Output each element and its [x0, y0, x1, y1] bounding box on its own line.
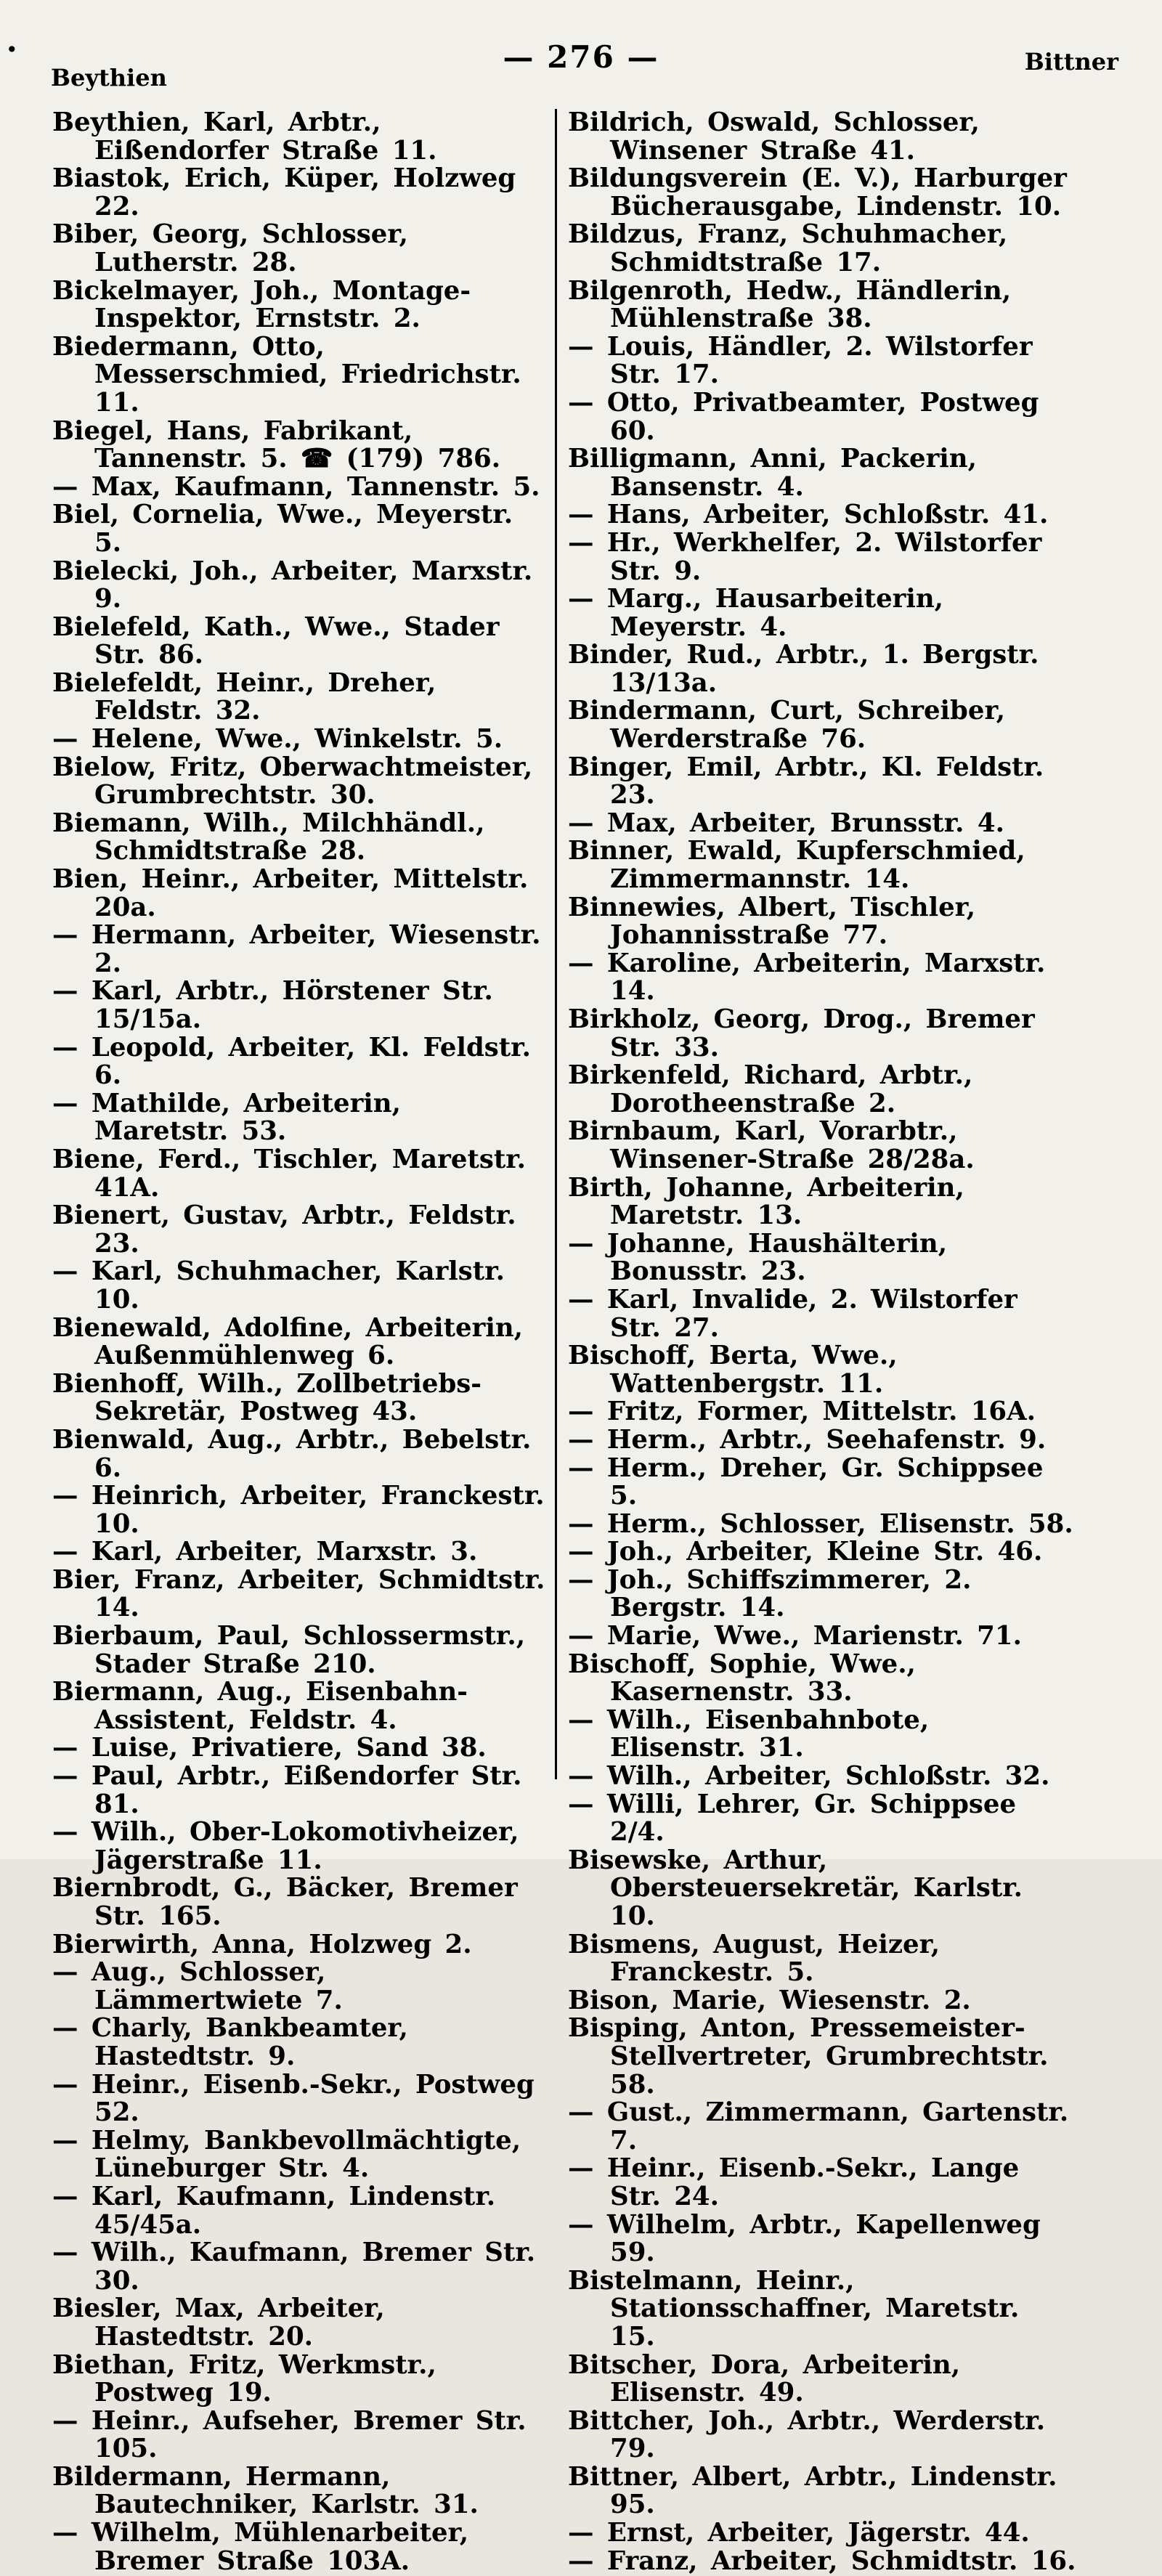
- directory-entry: Biastok, Erich, Küper, Holzweg 22.: [52, 163, 516, 222]
- directory-entry: — Otto, Privatbeamter, Postweg 60.: [568, 387, 1039, 446]
- directory-entry: Bienert, Gustav, Arbtr., Feldstr. 23.: [52, 1200, 516, 1259]
- directory-entry: Birkenfeld, Richard, Arbtr., Dorotheenstraße 2.: [568, 1060, 973, 1118]
- directory-entry: — Hans, Arbeiter, Schloßstr. 41.: [568, 500, 1049, 530]
- directory-entry: Billigmann, Anni, Packerin, Bansenstr. 4.: [568, 444, 977, 502]
- directory-entry: — Paul, Arbtr., Eißendorfer Str. 81.: [52, 1761, 522, 1819]
- directory-entry: Bierwirth, Anna, Holzweg 2.: [52, 1929, 472, 1959]
- directory-entry: Bielecki, Joh., Arbeiter, Marxstr. 9.: [52, 556, 533, 614]
- directory-entry: Biernbrodt, G., Bäcker, Bremer Str. 165.: [52, 1873, 518, 1931]
- directory-entry: Bistelmann, Heinr., Stationsschaffner, Maretstr. 15.: [568, 2265, 1020, 2352]
- directory-entry: — Max, Kaufmann, Tannenstr. 5.: [52, 471, 540, 502]
- directory-entry: Bitscher, Dora, Arbeiterin, Elisenstr. 49.: [568, 2349, 961, 2408]
- directory-entry: Bindermann, Curt, Schreiber, Werderstraße 76.: [568, 696, 1005, 755]
- directory-entry: — Heinr., Eisenb.-Sekr., Lange Str. 24.: [568, 2153, 1020, 2211]
- directory-entry: Bildzus, Franz, Schuhmacher, Schmidtstraße 17.: [568, 219, 1008, 277]
- directory-entry: Bienwald, Aug., Arbtr., Bebelstr. 6.: [52, 1424, 532, 1483]
- directory-entry: — Aug., Schlosser, Lämmertwiete 7.: [52, 1957, 343, 2015]
- directory-entry: — Wilhelm, Arbtr., Kapellenweg 59.: [568, 2209, 1041, 2268]
- directory-entry: — Johanne, Haushälterin, Bonusstr. 23.: [568, 1228, 948, 1287]
- directory-entry: — Karl, Invalide, 2. Wilstorfer Str. 27.: [568, 1284, 1017, 1343]
- directory-entry: — Ernst, Arbeiter, Jägerstr. 44.: [568, 2518, 1030, 2548]
- directory-entry: Bisewske, Arthur, Obersteuersekretär, Karlstr. 10.: [568, 1845, 1023, 1931]
- left-column: [52, 109, 546, 2575]
- directory-entry: — Joh., Arbeiter, Kleine Str. 46.: [568, 1537, 1043, 1567]
- directory-entry: Bildrich, Oswald, Schlosser, Winsener Straße 41.: [568, 107, 980, 166]
- directory-entry: — Karl, Schuhmacher, Karlstr. 10.: [52, 1256, 505, 1315]
- directory-entry: Biesler, Max, Arbeiter, Hastedtstr. 20.: [52, 2293, 385, 2352]
- directory-entry: — Karl, Kaufmann, Lindenstr. 45/45a.: [52, 2181, 496, 2240]
- directory-entry: — Helmy, Bankbevollmächtigte, Lüneburger Str. 4.: [52, 2125, 521, 2184]
- directory-entry: — Mathilde, Arbeiterin, Maretstr. 53.: [52, 1088, 401, 1147]
- directory-entry: — Hr., Werkhelfer, 2. Wilstorfer Str. 9.: [568, 527, 1042, 586]
- directory-entry: Bien, Heinr., Arbeiter, Mittelstr. 20a.: [52, 864, 529, 922]
- header-last-entry: Bittner: [1024, 48, 1118, 76]
- directory-entry: Bischoff, Berta, Wwe., Wattenbergstr. 11.: [568, 1341, 898, 1399]
- right-column: [568, 109, 1076, 2575]
- directory-entry: Biegel, Hans, Fabrikant, Tannenstr. 5. ☎ (179) 786.: [52, 415, 501, 474]
- directory-entry: — Wilh., Kaufmann, Bremer Str. 30.: [52, 2238, 536, 2296]
- directory-entry: Bienewald, Adolfine, Arbeiterin, Außenmühlenweg 6.: [52, 1312, 524, 1371]
- directory-entry: Biemann, Wilh., Milchhändl., Schmidtstraße 28.: [52, 808, 485, 866]
- directory-entry: Bischoff, Sophie, Wwe., Kasernenstr. 33.: [568, 1649, 916, 1707]
- directory-entry: Biethan, Fritz, Werkmstr., Postweg 19.: [52, 2349, 436, 2408]
- directory-entry: — Marie, Wwe., Marienstr. 71.: [568, 1621, 1022, 1651]
- directory-entry: Biene, Ferd., Tischler, Maretstr. 41A.: [52, 1144, 527, 1203]
- directory-entry: — Karl, Arbeiter, Marxstr. 3.: [52, 1537, 478, 1567]
- directory-entry: Bildermann, Hermann, Bautechniker, Karlstr. 31.: [52, 2461, 479, 2520]
- directory-entry: Biermann, Aug., Eisenbahn-Assistent, Feldstr. 4.: [52, 1677, 468, 1735]
- directory-entry: — Helene, Wwe., Winkelstr. 5.: [52, 724, 503, 755]
- directory-entry: — Joh., Schiffszimmerer, 2. Bergstr. 14.: [568, 1564, 972, 1623]
- directory-entry: Bisping, Anton, Pressemeister-Stellvertreter, Grumbrechtstr. 58.: [568, 2013, 1049, 2100]
- directory-entry: — Louis, Händler, 2. Wilstorfer Str. 17.: [568, 331, 1033, 390]
- directory-entry: — Luise, Privatiere, Sand 38.: [52, 1733, 487, 1763]
- directory-entry: Bildungsverein (E. V.), Harburger Bücherausgabe, Lindenstr. 10.: [568, 163, 1067, 222]
- directory-entry: — Wilh., Arbeiter, Schloßstr. 32.: [568, 1761, 1050, 1792]
- page-header: [0, 35, 1162, 92]
- directory-entry: — Karl, Arbtr., Hörstener Str. 15/15a.: [52, 976, 493, 1034]
- directory-entry: Bielefeld, Kath., Wwe., Stader Str. 86.: [52, 612, 500, 670]
- directory-entry: — Herm., Arbtr., Seehafenstr. 9.: [568, 1424, 1047, 1455]
- directory-entry: Bienhoff, Wilh., Zollbetriebs-Sekretär, Postweg 43.: [52, 1368, 482, 1427]
- directory-entry: Bison, Marie, Wiesenstr. 2.: [568, 1985, 971, 2015]
- margin-dot: •: [6, 38, 18, 62]
- directory-entry: Bilgenroth, Hedw., Händlerin, Mühlenstraße 38.: [568, 275, 1012, 334]
- directory-entry: — Franz, Arbeiter, Schmidtstr. 16.: [568, 2545, 1076, 2576]
- directory-entry: — Heinr., Eisenb.-Sekr., Postweg 52.: [52, 2069, 535, 2128]
- directory-entry: — Herm., Dreher, Gr. Schippsee 5.: [568, 1452, 1044, 1511]
- directory-entry: — Max, Arbeiter, Brunsstr. 4.: [568, 808, 1004, 838]
- directory-entry: Binnewies, Albert, Tischler, Johannisstraße 77.: [568, 892, 976, 951]
- directory-entry: — Marg., Hausarbeiterin, Meyerstr. 4.: [568, 584, 944, 642]
- directory-entry: Bierbaum, Paul, Schlossermstr., Stader Straße 210.: [52, 1621, 526, 1679]
- directory-entry: — Herm., Schlosser, Elisenstr. 58.: [568, 1508, 1073, 1539]
- directory-entry: Bier, Franz, Arbeiter, Schmidtstr. 14.: [52, 1564, 545, 1623]
- directory-entry: Birnbaum, Karl, Vorarbtr., Winsener-Straße 28/28a.: [568, 1116, 975, 1174]
- directory-entry: Beythien, Karl, Arbtr., Eißendorfer Straße 11.: [52, 107, 437, 166]
- directory-entry: Biel, Cornelia, Wwe., Meyerstr. 5.: [52, 500, 513, 558]
- directory-entry: Biber, Georg, Schlosser, Lutherstr. 28.: [52, 219, 408, 277]
- directory-entry: — Charly, Bankbeamter, Hastedtstr. 9.: [52, 2013, 408, 2071]
- directory-entry: Bismens, August, Heizer, Franckestr. 5.: [568, 1929, 940, 1988]
- directory-entry: Binder, Rud., Arbtr., 1. Bergstr. 13/13a.: [568, 640, 1039, 698]
- directory-entry: Birth, Johanne, Arbeiterin, Maretstr. 13.: [568, 1172, 964, 1231]
- directory-entry: — Wilhelm, Mühlenarbeiter, Bremer Straße 103A.: [52, 2518, 469, 2576]
- directory-entry: — Wilh., Ober-Lokomotivheizer, Jägerstraße 11.: [52, 1817, 519, 1875]
- directory-entry: Bittcher, Joh., Arbtr., Werderstr. 79.: [568, 2405, 1046, 2464]
- directory-entry: Bielow, Fritz, Oberwachtmeister, Grumbrechtstr. 30.: [52, 752, 533, 810]
- page-number: — 276 —: [503, 39, 659, 75]
- directory-entry: Bittner, Albert, Arbtr., Lindenstr. 95.: [568, 2461, 1057, 2520]
- column-divider: [555, 109, 557, 1779]
- directory-entry: — Karoline, Arbeiterin, Marxstr. 14.: [568, 948, 1046, 1007]
- header-first-entry: Beythien: [51, 64, 167, 92]
- directory-entry: Biedermann, Otto, Messerschmied, Friedrichstr. 11.: [52, 331, 521, 418]
- directory-entry: — Willi, Lehrer, Gr. Schippsee 2/4.: [568, 1789, 1017, 1848]
- directory-entry: Binner, Ewald, Kupferschmied, Zimmermannstr. 14.: [568, 836, 1025, 895]
- directory-entry: Binger, Emil, Arbtr., Kl. Feldstr. 23.: [568, 752, 1044, 810]
- directory-entry: — Hermann, Arbeiter, Wiesenstr. 2.: [52, 920, 541, 978]
- directory-entry: — Wilh., Eisenbahnbote, Elisenstr. 31.: [568, 1705, 930, 1763]
- directory-entry: — Heinrich, Arbeiter, Franckestr. 10.: [52, 1481, 545, 1539]
- directory-entry: — Heinr., Aufseher, Bremer Str. 105.: [52, 2405, 527, 2464]
- directory-entry: — Gust., Zimmermann, Gartenstr. 7.: [568, 2097, 1069, 2156]
- directory-entry: Bickelmayer, Joh., Montage-Inspektor, Ernststr. 2.: [52, 275, 471, 334]
- directory-entry: Bielefeldt, Heinr., Dreher, Feldstr. 32.: [52, 667, 436, 726]
- directory-entry: — Fritz, Former, Mittelstr. 16A.: [568, 1397, 1036, 1427]
- directory-entry: Birkholz, Georg, Drog., Bremer Str. 33.: [568, 1004, 1035, 1063]
- directory-entry: — Leopold, Arbeiter, Kl. Feldstr. 6.: [52, 1032, 531, 1091]
